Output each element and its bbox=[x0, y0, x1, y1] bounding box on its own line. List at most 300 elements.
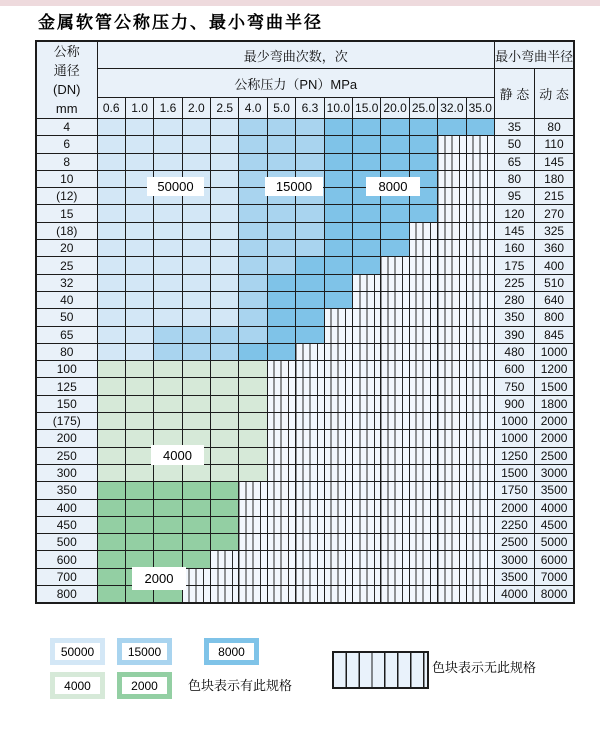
spec-cell bbox=[409, 343, 437, 360]
dynamic-value-cell: 145 bbox=[534, 153, 574, 170]
spec-cell bbox=[154, 378, 182, 395]
spec-cell bbox=[438, 291, 466, 308]
table-row bbox=[36, 534, 574, 551]
spec-cell bbox=[239, 586, 267, 604]
spec-cell bbox=[125, 378, 153, 395]
spec-cell bbox=[353, 205, 381, 222]
table-row bbox=[36, 413, 574, 430]
spec-cell bbox=[409, 551, 437, 568]
spec-cell bbox=[182, 205, 210, 222]
spec-cell bbox=[267, 586, 295, 604]
pressure-value-header: 1.0 bbox=[125, 98, 153, 119]
static-value-cell: 900 bbox=[494, 395, 534, 412]
spec-cell bbox=[239, 205, 267, 222]
spec-table bbox=[35, 40, 575, 604]
spec-cell bbox=[438, 395, 466, 412]
dn-cell: 200 bbox=[36, 430, 97, 447]
spec-cell bbox=[267, 222, 295, 239]
dynamic-value-cell: 800 bbox=[534, 309, 574, 326]
pressure-value-header: 5.0 bbox=[267, 98, 295, 119]
spec-cell bbox=[125, 119, 153, 136]
spec-cell bbox=[296, 240, 324, 257]
spec-cell bbox=[211, 309, 239, 326]
spec-cell bbox=[409, 395, 437, 412]
spec-cell bbox=[211, 326, 239, 343]
dn-cell: 800 bbox=[36, 586, 97, 604]
legend-swatch-value: 50000 bbox=[55, 643, 100, 660]
spec-cell bbox=[97, 343, 125, 360]
spec-cell bbox=[296, 482, 324, 499]
spec-cell bbox=[466, 188, 494, 205]
static-value-cell: 390 bbox=[494, 326, 534, 343]
static-value-cell: 50 bbox=[494, 136, 534, 153]
spec-cell bbox=[438, 378, 466, 395]
dn-cell: (12) bbox=[36, 188, 97, 205]
spec-cell bbox=[97, 205, 125, 222]
spec-cell bbox=[211, 343, 239, 360]
dn-cell: 10 bbox=[36, 170, 97, 187]
dynamic-column-header: 动 态 bbox=[534, 69, 574, 119]
spec-cell bbox=[438, 447, 466, 464]
spec-cell bbox=[125, 430, 153, 447]
spec-cell bbox=[182, 309, 210, 326]
spec-cell bbox=[97, 119, 125, 136]
cycles-header: 最少弯曲次数，次 bbox=[97, 41, 494, 69]
spec-cell bbox=[381, 413, 409, 430]
spec-cell bbox=[267, 413, 295, 430]
spec-cell bbox=[324, 395, 352, 412]
dn-cell: 150 bbox=[36, 395, 97, 412]
dynamic-value-cell: 2500 bbox=[534, 447, 574, 464]
table-row bbox=[36, 257, 574, 274]
table-row bbox=[36, 447, 574, 464]
spec-cell bbox=[324, 534, 352, 551]
spec-cell bbox=[409, 568, 437, 585]
spec-cell bbox=[438, 257, 466, 274]
static-value-cell: 145 bbox=[494, 222, 534, 239]
spec-cell bbox=[239, 430, 267, 447]
table-row bbox=[36, 326, 574, 343]
spec-cell bbox=[182, 326, 210, 343]
spec-cell bbox=[409, 205, 437, 222]
spec-cell bbox=[125, 447, 153, 464]
spec-cell bbox=[438, 326, 466, 343]
spec-cell bbox=[381, 136, 409, 153]
spec-cell bbox=[466, 291, 494, 308]
spec-cell bbox=[97, 361, 125, 378]
spec-cell bbox=[296, 430, 324, 447]
spec-cell bbox=[438, 119, 466, 136]
legend-swatch-value: 4000 bbox=[55, 677, 100, 694]
spec-cell bbox=[381, 395, 409, 412]
spec-cell bbox=[466, 119, 494, 136]
static-value-cell: 750 bbox=[494, 378, 534, 395]
static-value-cell: 1000 bbox=[494, 413, 534, 430]
spec-cell bbox=[182, 222, 210, 239]
spec-cell bbox=[154, 343, 182, 360]
spec-cell bbox=[466, 205, 494, 222]
static-value-cell: 350 bbox=[494, 309, 534, 326]
spec-cell bbox=[381, 274, 409, 291]
dn-cell: 350 bbox=[36, 482, 97, 499]
static-value-cell: 80 bbox=[494, 170, 534, 187]
spec-cell bbox=[409, 586, 437, 604]
spec-cell bbox=[296, 499, 324, 516]
spec-cell bbox=[324, 274, 352, 291]
spec-cell bbox=[466, 413, 494, 430]
spec-cell bbox=[409, 153, 437, 170]
dynamic-value-cell: 3000 bbox=[534, 464, 574, 481]
static-value-cell: 2250 bbox=[494, 516, 534, 533]
table-row bbox=[36, 222, 574, 239]
spec-cell bbox=[409, 378, 437, 395]
spec-cell bbox=[438, 274, 466, 291]
static-value-cell: 480 bbox=[494, 343, 534, 360]
spec-cell bbox=[125, 499, 153, 516]
spec-cell bbox=[125, 240, 153, 257]
spec-cell bbox=[154, 413, 182, 430]
spec-cell bbox=[381, 499, 409, 516]
spec-cell bbox=[438, 568, 466, 585]
spec-cell bbox=[154, 464, 182, 481]
static-value-cell: 120 bbox=[494, 205, 534, 222]
spec-cell bbox=[154, 482, 182, 499]
spec-cell bbox=[466, 499, 494, 516]
spec-cell bbox=[296, 343, 324, 360]
dn-cell: (175) bbox=[36, 413, 97, 430]
spec-cell bbox=[409, 430, 437, 447]
spec-cell bbox=[211, 413, 239, 430]
table-row bbox=[36, 464, 574, 481]
spec-cell bbox=[97, 153, 125, 170]
static-value-cell: 1000 bbox=[494, 430, 534, 447]
spec-cell bbox=[182, 136, 210, 153]
spec-cell bbox=[182, 378, 210, 395]
dynamic-value-cell: 110 bbox=[534, 136, 574, 153]
spec-cell bbox=[466, 568, 494, 585]
spec-cell bbox=[154, 291, 182, 308]
spec-cell bbox=[211, 482, 239, 499]
spec-cell bbox=[438, 499, 466, 516]
spec-cell bbox=[125, 222, 153, 239]
spec-cell bbox=[438, 205, 466, 222]
spec-cell bbox=[324, 291, 352, 308]
spec-cell bbox=[239, 568, 267, 585]
dn-cell: 15 bbox=[36, 205, 97, 222]
dn-cell: 250 bbox=[36, 447, 97, 464]
legend-no-spec-text: 色块表示无此规格 bbox=[432, 660, 537, 675]
spec-cell bbox=[409, 516, 437, 533]
spec-cell bbox=[97, 534, 125, 551]
spec-cell bbox=[267, 257, 295, 274]
spec-cell bbox=[267, 205, 295, 222]
spec-cell bbox=[267, 516, 295, 533]
spec-cell bbox=[409, 482, 437, 499]
pressure-value-header: 0.6 bbox=[97, 98, 125, 119]
spec-cell bbox=[296, 153, 324, 170]
spec-cell bbox=[154, 222, 182, 239]
dynamic-value-cell: 1200 bbox=[534, 361, 574, 378]
spec-cell bbox=[182, 361, 210, 378]
table-row bbox=[36, 136, 574, 153]
legend-swatch-4000 bbox=[50, 672, 105, 699]
spec-cell bbox=[296, 257, 324, 274]
spec-cell bbox=[267, 395, 295, 412]
spec-cell bbox=[353, 516, 381, 533]
spec-cell bbox=[466, 586, 494, 604]
spec-cell bbox=[409, 274, 437, 291]
dynamic-value-cell: 1000 bbox=[534, 343, 574, 360]
legend-swatch-value: 8000 bbox=[209, 643, 254, 660]
spec-cell bbox=[438, 222, 466, 239]
spec-cell bbox=[324, 222, 352, 239]
spec-cell bbox=[353, 309, 381, 326]
spec-cell bbox=[154, 119, 182, 136]
spec-cell bbox=[324, 413, 352, 430]
spec-cell bbox=[353, 291, 381, 308]
dynamic-value-cell: 180 bbox=[534, 170, 574, 187]
spec-cell bbox=[381, 361, 409, 378]
spec-cell bbox=[97, 188, 125, 205]
spec-cell bbox=[239, 413, 267, 430]
spec-cell bbox=[381, 430, 409, 447]
spec-cell bbox=[97, 274, 125, 291]
spec-cell bbox=[324, 551, 352, 568]
spec-cell bbox=[324, 257, 352, 274]
table-row bbox=[36, 568, 574, 585]
table-row bbox=[36, 205, 574, 222]
spec-cell bbox=[182, 119, 210, 136]
pressure-value-header: 2.0 bbox=[182, 98, 210, 119]
spec-cell bbox=[438, 482, 466, 499]
spec-cell bbox=[296, 516, 324, 533]
static-value-cell: 160 bbox=[494, 240, 534, 257]
spec-cell bbox=[324, 153, 352, 170]
spec-cell bbox=[267, 361, 295, 378]
spec-cell bbox=[239, 378, 267, 395]
spec-cell bbox=[296, 395, 324, 412]
spec-cell bbox=[267, 430, 295, 447]
pressure-value-header: 20.0 bbox=[381, 98, 409, 119]
spec-cell bbox=[324, 361, 352, 378]
dynamic-value-cell: 400 bbox=[534, 257, 574, 274]
static-value-cell: 2500 bbox=[494, 534, 534, 551]
spec-cell bbox=[182, 534, 210, 551]
spec-cell bbox=[296, 119, 324, 136]
spec-cell bbox=[125, 482, 153, 499]
spec-cell bbox=[409, 499, 437, 516]
spec-cell bbox=[466, 257, 494, 274]
pressure-value-header: 1.6 bbox=[154, 98, 182, 119]
pressure-value-header: 2.5 bbox=[211, 98, 239, 119]
legend-swatch-8000 bbox=[204, 638, 259, 665]
region-label-15000: 15000 bbox=[265, 177, 323, 196]
spec-cell bbox=[466, 534, 494, 551]
spec-cell bbox=[154, 309, 182, 326]
dn-cell: 500 bbox=[36, 534, 97, 551]
pressure-value-header: 35.0 bbox=[466, 98, 494, 119]
spec-cell bbox=[353, 378, 381, 395]
spec-cell bbox=[324, 119, 352, 136]
spec-cell bbox=[267, 240, 295, 257]
spec-cell bbox=[324, 205, 352, 222]
static-value-cell: 175 bbox=[494, 257, 534, 274]
spec-cell bbox=[324, 499, 352, 516]
spec-cell bbox=[211, 361, 239, 378]
spec-cell bbox=[97, 291, 125, 308]
spec-cell bbox=[296, 361, 324, 378]
spec-cell bbox=[296, 274, 324, 291]
spec-cell bbox=[438, 188, 466, 205]
spec-cell bbox=[211, 395, 239, 412]
spec-cell bbox=[353, 586, 381, 604]
dn-cell: 20 bbox=[36, 240, 97, 257]
spec-cell bbox=[353, 222, 381, 239]
spec-cell bbox=[324, 482, 352, 499]
dn-cell: 32 bbox=[36, 274, 97, 291]
radius-header: 最小弯曲半径 bbox=[494, 41, 574, 69]
dynamic-value-cell: 640 bbox=[534, 291, 574, 308]
spec-cell bbox=[182, 395, 210, 412]
spec-cell bbox=[381, 153, 409, 170]
pressure-value-header: 6.3 bbox=[296, 98, 324, 119]
table-row bbox=[36, 343, 574, 360]
spec-cell bbox=[211, 499, 239, 516]
spec-cell bbox=[239, 343, 267, 360]
spec-cell bbox=[182, 586, 210, 604]
spec-cell bbox=[466, 430, 494, 447]
spec-cell bbox=[267, 136, 295, 153]
spec-cell bbox=[324, 378, 352, 395]
spec-cell bbox=[324, 240, 352, 257]
spec-cell bbox=[267, 482, 295, 499]
spec-cell bbox=[296, 205, 324, 222]
spec-cell bbox=[296, 551, 324, 568]
spec-cell bbox=[239, 464, 267, 481]
table-row bbox=[36, 361, 574, 378]
spec-cell bbox=[125, 136, 153, 153]
spec-cell bbox=[296, 568, 324, 585]
spec-cell bbox=[97, 395, 125, 412]
spec-cell bbox=[182, 274, 210, 291]
spec-cell bbox=[97, 136, 125, 153]
spec-cell bbox=[381, 464, 409, 481]
pressure-value-header: 4.0 bbox=[239, 98, 267, 119]
spec-cell bbox=[182, 464, 210, 481]
spec-cell bbox=[381, 309, 409, 326]
legend-no-spec-swatch bbox=[332, 651, 429, 689]
spec-cell bbox=[267, 274, 295, 291]
static-value-cell: 1250 bbox=[494, 447, 534, 464]
spec-cell bbox=[267, 499, 295, 516]
region-label-2000: 2000 bbox=[132, 567, 186, 590]
spec-cell bbox=[97, 447, 125, 464]
spec-cell bbox=[381, 586, 409, 604]
legend-swatch-value: 2000 bbox=[122, 677, 167, 694]
spec-cell bbox=[97, 464, 125, 481]
dn-header-line: (DN) bbox=[53, 82, 81, 97]
spec-cell bbox=[239, 361, 267, 378]
spec-cell bbox=[125, 274, 153, 291]
spec-cell bbox=[353, 430, 381, 447]
spec-cell bbox=[239, 257, 267, 274]
table-row bbox=[36, 291, 574, 308]
dynamic-value-cell: 3500 bbox=[534, 482, 574, 499]
spec-cell bbox=[353, 361, 381, 378]
spec-cell bbox=[125, 361, 153, 378]
spec-cell bbox=[466, 464, 494, 481]
spec-cell bbox=[438, 170, 466, 187]
spec-cell bbox=[353, 240, 381, 257]
region-label-4000: 4000 bbox=[151, 445, 204, 465]
static-value-cell: 280 bbox=[494, 291, 534, 308]
spec-cell bbox=[409, 291, 437, 308]
spec-cell bbox=[267, 464, 295, 481]
dynamic-value-cell: 80 bbox=[534, 119, 574, 136]
spec-cell bbox=[409, 222, 437, 239]
spec-cell bbox=[125, 291, 153, 308]
spec-cell bbox=[239, 119, 267, 136]
dynamic-value-cell: 510 bbox=[534, 274, 574, 291]
spec-cell bbox=[239, 188, 267, 205]
table-row bbox=[36, 430, 574, 447]
spec-cell bbox=[211, 188, 239, 205]
spec-cell bbox=[267, 378, 295, 395]
spec-cell bbox=[239, 291, 267, 308]
spec-cell bbox=[97, 516, 125, 533]
spec-cell bbox=[381, 482, 409, 499]
spec-cell bbox=[211, 447, 239, 464]
spec-cell bbox=[353, 257, 381, 274]
spec-cell bbox=[211, 136, 239, 153]
spec-cell bbox=[267, 551, 295, 568]
spec-cell bbox=[353, 447, 381, 464]
dn-cell: 6 bbox=[36, 136, 97, 153]
pressure-value-header: 25.0 bbox=[409, 98, 437, 119]
spec-cell bbox=[211, 586, 239, 604]
static-value-cell: 2000 bbox=[494, 499, 534, 516]
spec-cell bbox=[239, 274, 267, 291]
dynamic-value-cell: 2000 bbox=[534, 430, 574, 447]
spec-cell bbox=[154, 205, 182, 222]
spec-cell bbox=[125, 343, 153, 360]
spec-cell bbox=[239, 447, 267, 464]
dynamic-value-cell: 6000 bbox=[534, 551, 574, 568]
static-value-cell: 600 bbox=[494, 361, 534, 378]
spec-cell bbox=[409, 326, 437, 343]
spec-cell bbox=[353, 568, 381, 585]
spec-cell bbox=[438, 153, 466, 170]
spec-cell bbox=[409, 413, 437, 430]
table-row bbox=[36, 516, 574, 533]
dn-cell: 400 bbox=[36, 499, 97, 516]
dynamic-value-cell: 215 bbox=[534, 188, 574, 205]
spec-cell bbox=[154, 499, 182, 516]
spec-table-wrap bbox=[35, 40, 573, 631]
spec-cell bbox=[409, 309, 437, 326]
spec-cell bbox=[296, 586, 324, 604]
spec-cell bbox=[267, 534, 295, 551]
spec-cell bbox=[409, 136, 437, 153]
spec-cell bbox=[466, 153, 494, 170]
spec-cell bbox=[353, 551, 381, 568]
spec-cell bbox=[466, 395, 494, 412]
page-title: 金属软管公称压力、最小弯曲半径 bbox=[38, 13, 323, 33]
spec-cell bbox=[353, 413, 381, 430]
spec-cell bbox=[97, 482, 125, 499]
region-label-8000: 8000 bbox=[366, 177, 420, 196]
spec-cell bbox=[466, 361, 494, 378]
